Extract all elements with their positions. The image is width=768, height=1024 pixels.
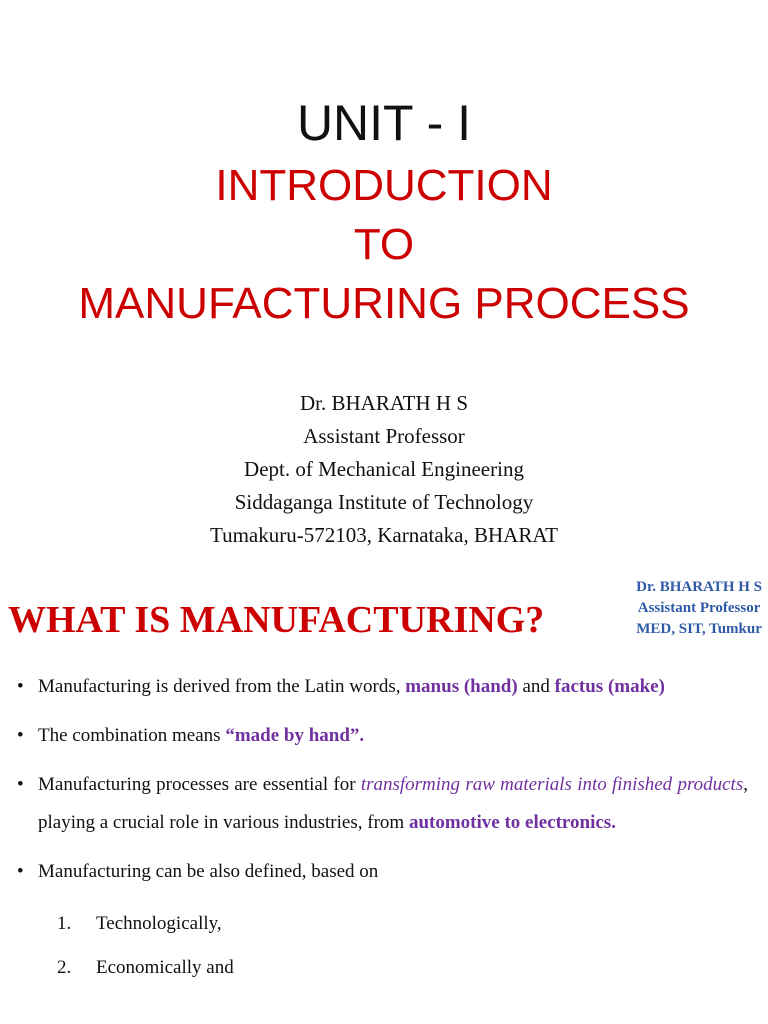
title-line-2: TO (353, 220, 415, 269)
highlight-factus: factus (make) (554, 676, 665, 697)
author-stamp (636, 577, 762, 640)
highlight-manus: manus (hand) (405, 676, 518, 697)
bullet-item: • The combination means “made by hand”. (0, 717, 768, 755)
author-name: Dr. BHARATH H S (299, 391, 469, 415)
bullet-item: • Manufacturing processes are essential for transforming raw materials into finished products, playing a crucial role in various industries, from automotive to electronics. (0, 766, 768, 842)
bullet-dot-icon: • (17, 774, 24, 795)
highlight-industries: automotive to electronics. (408, 812, 616, 833)
bullet-list (0, 668, 768, 990)
unit-label: UNIT - I (296, 95, 472, 151)
bullet-item: • Manufacturing is derived from the Latin words, manus (hand) and factus (make) (0, 668, 768, 706)
title-line-3: MANUFACTURING PROCESS (78, 279, 690, 328)
highlight-transforming: transforming raw materials into finished products (360, 774, 744, 795)
author-address: Tumakuru-572103, Karnataka, BHARAT (209, 523, 559, 547)
title-line-1: INTRODUCTION (215, 161, 553, 210)
author-designation: Assistant Professor (303, 424, 465, 448)
author-institute: Siddaganga Institute of Technology (234, 490, 534, 514)
slide-title (0, 90, 768, 333)
item-text: Economically and (96, 957, 234, 978)
highlight-made-by-hand: “made by hand”. (225, 725, 365, 746)
numbered-item (0, 902, 768, 946)
stamp-designation: Assistant Professor (637, 600, 761, 616)
stamp-affiliation: MED, SIT, Tumkur (636, 621, 762, 637)
item-number: 1. (57, 913, 72, 934)
bullet-dot-icon: • (17, 861, 24, 882)
item-text: Technologically, (96, 913, 222, 934)
stamp-name: Dr. BHARATH H S (636, 579, 762, 595)
bullet-dot-icon: • (17, 725, 24, 746)
bullet-dot-icon: • (17, 676, 24, 697)
author-info (0, 387, 768, 552)
numbered-item (0, 946, 768, 990)
author-department: Dept. of Mechanical Engineering (244, 457, 524, 481)
section-heading: WHAT IS MANUFACTURING? (8, 599, 545, 641)
item-number: 2. (57, 957, 72, 978)
bullet-item: • Manufacturing can be also defined, based on (0, 853, 768, 891)
